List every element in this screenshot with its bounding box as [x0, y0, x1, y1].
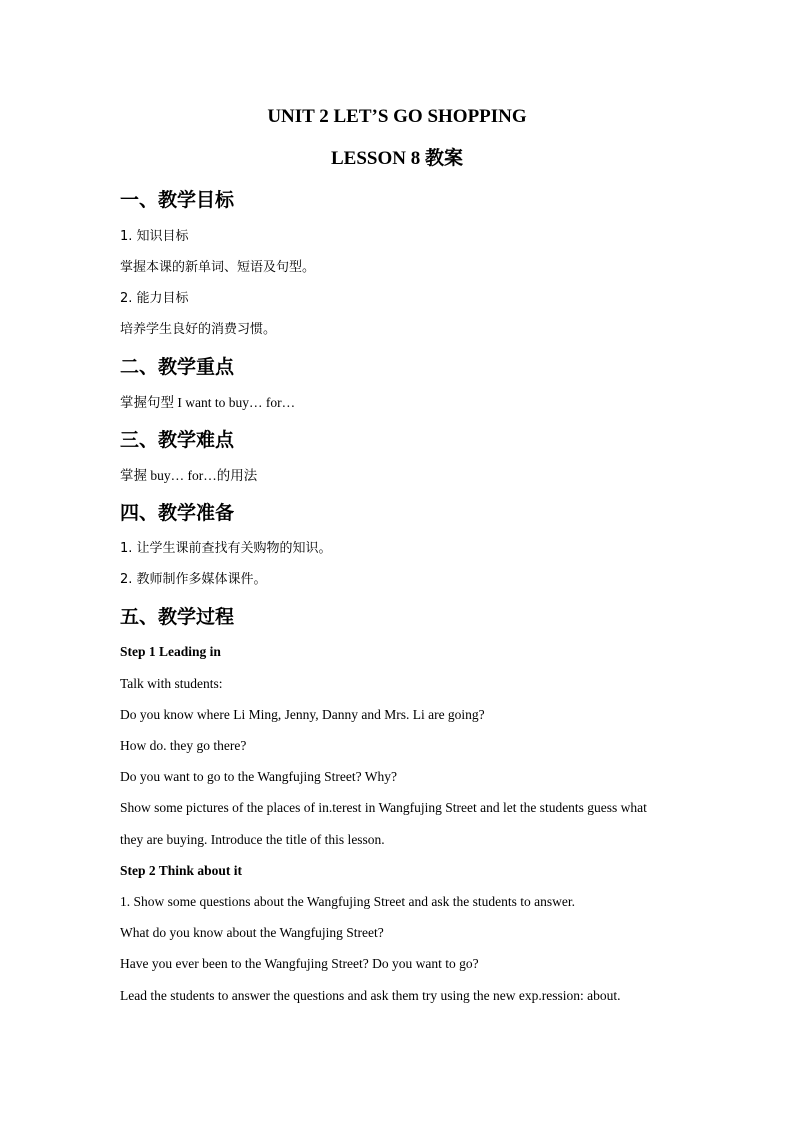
document-title-lesson: LESSON 8 教案 — [331, 148, 463, 169]
step2-line: What do you know about the Wangfujing Street? — [120, 925, 384, 940]
objective-knowledge-text: 掌握本课的新单词、短语及句型。 — [120, 260, 316, 275]
step2-line: Lead the students to answer the questions and ask them try using the new exp.ression: about. — [120, 988, 621, 1003]
difficulty-text: 掌握 buy… for…的用法 — [120, 468, 258, 483]
step1-line: Talk with students: — [120, 676, 223, 691]
step1-line: Show some pictures of the places of in.terest in Wangfujing Street and let the students guess what — [120, 800, 647, 815]
step2-heading: Step 2 Think about it — [120, 863, 243, 878]
section-heading-difficulties: 三、教学难点 — [120, 429, 235, 451]
objective-ability-text: 培养学生良好的消费习惯。 — [120, 322, 277, 337]
section-heading-process: 五、教学过程 — [120, 606, 235, 628]
step2-line: Have you ever been to the Wangfujing Street? Do you want to go? — [120, 956, 479, 971]
key-point-text: 掌握句型 I want to buy… for… — [120, 395, 296, 410]
preparation-item: 1. 让学生课前查找有关购物的知识。 — [120, 541, 332, 556]
objective-knowledge-label: 1. 知识目标 — [120, 229, 189, 244]
section-heading-objectives: 一、教学目标 — [120, 189, 235, 211]
objective-ability-label: 2. 能力目标 — [120, 291, 189, 306]
section-heading-key-points: 二、教学重点 — [120, 356, 235, 378]
section-heading-preparation: 四、教学准备 — [120, 502, 235, 524]
step1-line: Do you know where Li Ming, Jenny, Danny and Mrs. Li are going? — [120, 707, 485, 722]
preparation-item: 2. 教师制作多媒体课件。 — [120, 572, 267, 587]
step1-line: they are buying. Introduce the title of this lesson. — [120, 832, 385, 847]
step1-line: Do you want to go to the Wangfujing Street? Why? — [120, 769, 397, 784]
document-title-unit: UNIT 2 LET’S GO SHOPPING — [267, 106, 527, 127]
step1-heading: Step 1 Leading in — [120, 644, 221, 659]
step1-line: How do. they go there? — [120, 738, 247, 753]
step2-line: 1. Show some questions about the Wangfujing Street and ask the students to answer. — [120, 894, 575, 909]
